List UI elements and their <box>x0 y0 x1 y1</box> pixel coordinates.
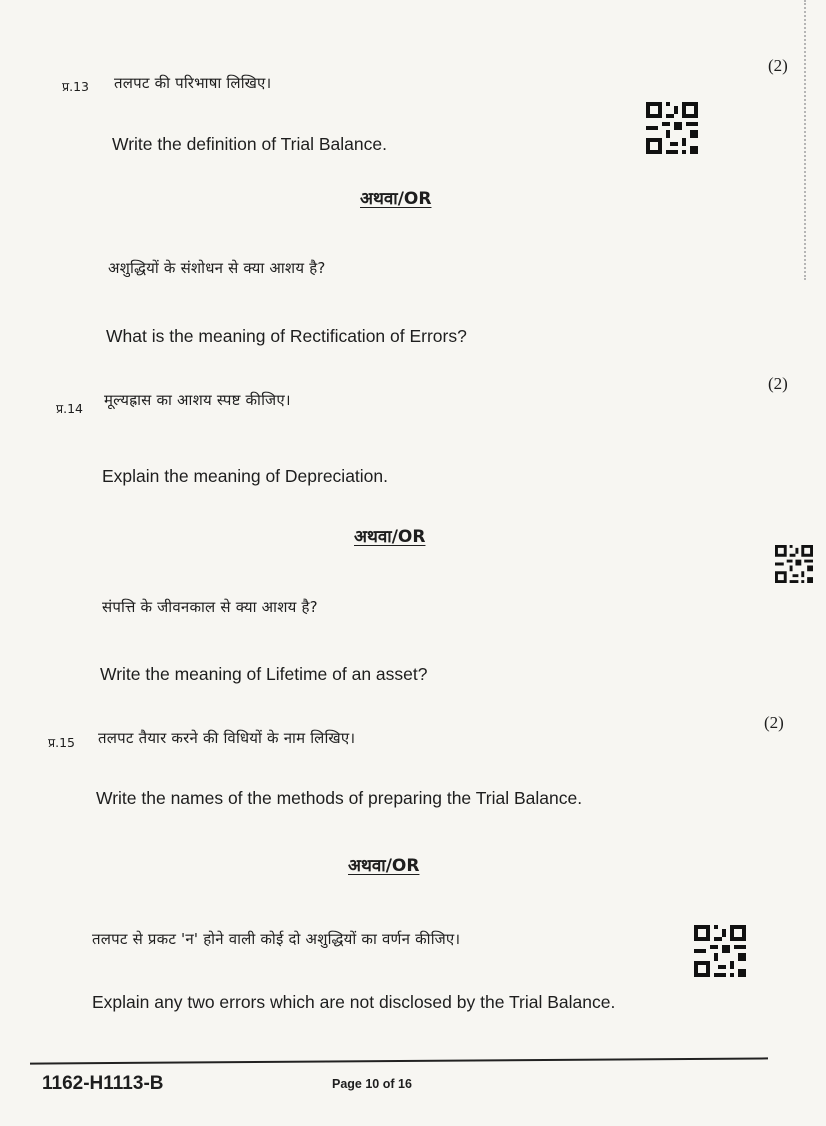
q15-alt-english: Explain any two errors which are not disclosed by the Trial Balance. <box>92 992 616 1012</box>
q14-marks: (2) <box>768 374 788 393</box>
q15-number: प्र.15 <box>48 735 75 750</box>
page-number: Page 10 of 16 <box>332 1077 412 1091</box>
page-edge-dots <box>804 0 808 280</box>
qr-code-icon <box>694 925 746 977</box>
q13-alt-hindi: अशुद्धियों के संशोधन से क्या आशय है? <box>108 259 326 277</box>
qr-code-icon <box>775 545 813 583</box>
q15-hindi: तलपट तैयार करने की विधियों के नाम लिखिए। <box>98 729 356 747</box>
q13-english: Write the definition of Trial Balance. <box>112 134 387 154</box>
q13-marks: (2) <box>768 56 788 75</box>
qr-code-icon <box>646 102 698 154</box>
q13-number: प्र.13 <box>62 79 89 94</box>
q15-marks: (2) <box>764 713 784 732</box>
q13-alt-english: What is the meaning of Rectification of Errors? <box>106 326 467 346</box>
footer-divider <box>30 1057 768 1064</box>
q15-or-label: अथवा/OR <box>348 856 420 876</box>
q14-number: प्र.14 <box>56 401 83 416</box>
q15-english: Write the names of the methods of preparing the Trial Balance. <box>96 788 583 808</box>
q15-alt-hindi: तलपट से प्रकट 'न' होने वाली कोई दो अशुद्धियों का वर्णन कीजिए। <box>92 930 461 948</box>
q13-hindi: तलपट की परिभाषा लिखिए। <box>114 74 272 92</box>
q14-alt-english: Write the meaning of Lifetime of an asset? <box>100 664 428 684</box>
paper-code: 1162-H1113-B <box>42 1073 164 1094</box>
q14-hindi: मूल्यह्रास का आशय स्पष्ट कीजिए। <box>104 391 291 409</box>
q14-alt-hindi: संपत्ति के जीवनकाल से क्या आशय है? <box>102 598 318 616</box>
q14-or-label: अथवा/OR <box>354 527 426 547</box>
q14-english: Explain the meaning of Depreciation. <box>102 466 389 486</box>
q13-or-label: अथवा/OR <box>360 189 432 209</box>
